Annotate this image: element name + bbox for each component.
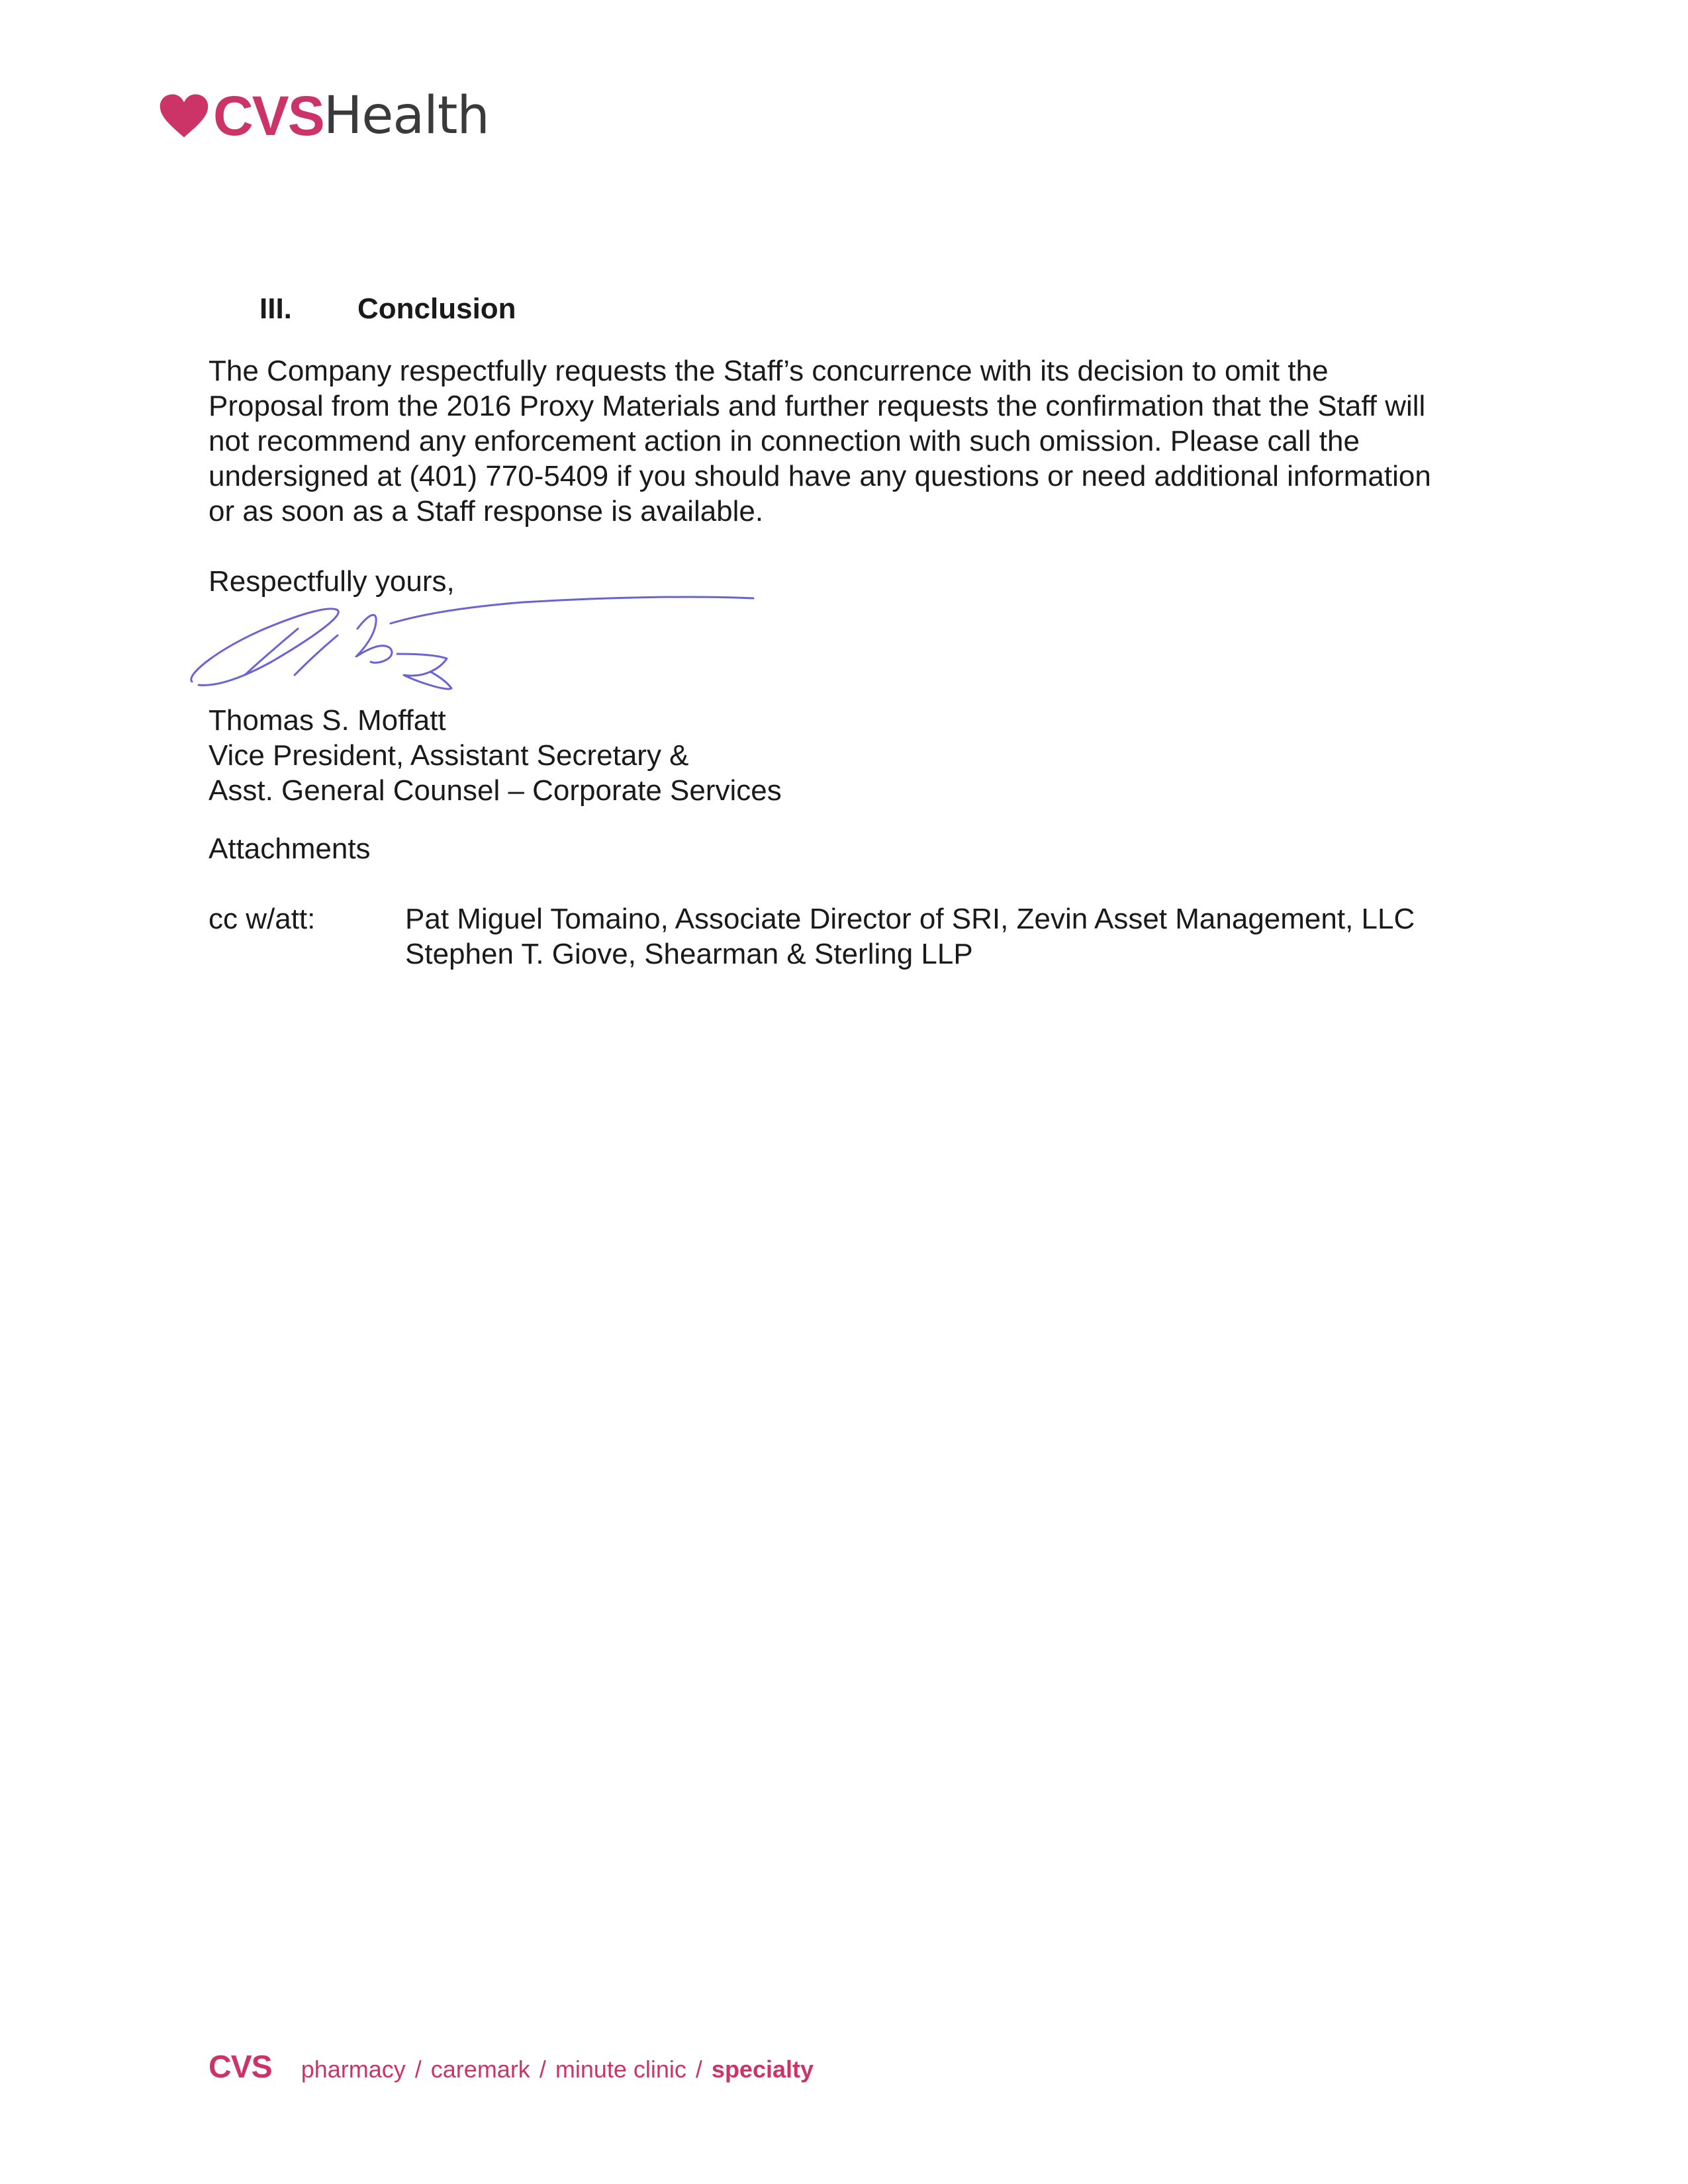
footer-item-caremark: caremark [430,2056,530,2083]
body-line: Proposal from the 2016 Proxy Materials and further requests the confirmation that the Staff will [209,390,1426,422]
body-line: undersigned at (401) 770-5409 if you should have any questions or need additional information [209,460,1431,492]
footer-separator: / [414,2056,422,2083]
body-line: not recommend any enforcement action in connection with such omission. Please call the [209,425,1360,457]
signer-name: Thomas S. Moffatt [209,704,446,737]
footer-brand-line [209,2049,814,2085]
footer-separator: / [695,2056,702,2083]
handwritten-signature [179,576,774,708]
logo-brand-health: Health [323,86,489,146]
footer-item-minute-clinic: minute clinic [555,2056,686,2083]
closing-salutation: Respectfully yours, [209,565,455,598]
signer-title: Vice President, Assistant Secretary & [209,739,689,772]
attachments-label: Attachments [209,833,371,865]
body-paragraph [209,353,1506,529]
signer-block [209,703,782,808]
cc-recipient: Stephen T. Giove, Shearman & Sterling LLP [405,938,973,970]
footer-item-specialty: specialty [711,2056,814,2083]
cc-recipient: Pat Miguel Tomaino, Associate Director of SRI, Zevin Asset Management, LLC [405,903,1415,935]
signer-title: Asst. General Counsel – Corporate Services [209,774,782,807]
body-line: The Company respectfully requests the Staff’s concurrence with its decision to omit the [209,355,1329,387]
cc-recipients [405,901,1415,972]
logo-brand-cvs: CVS [213,85,324,147]
footer-brand: CVS [209,2050,272,2085]
section-number: III. [259,293,292,325]
section-title: Conclusion [357,293,516,325]
footer-separator: / [539,2056,546,2083]
section-heading [259,293,516,326]
heart-icon [159,93,209,138]
body-line: or as soon as a Staff response is available. [209,495,764,527]
cc-label: cc w/att: [209,903,316,935]
footer-item-pharmacy: pharmacy [301,2056,406,2083]
cvs-health-logo [159,86,489,146]
